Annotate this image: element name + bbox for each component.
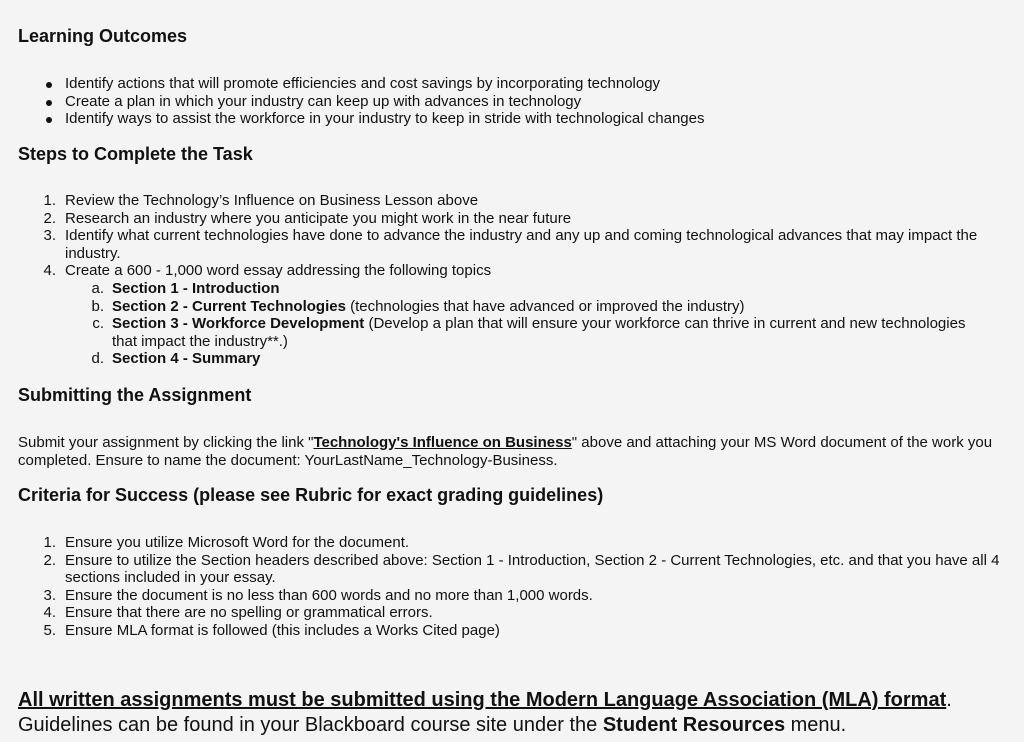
list-item-text: Create a plan in which your industry can keep up with advances in technology	[65, 92, 582, 110]
section-title: Section 4 - Summary	[112, 350, 261, 368]
criteria-heading: Criteria for Success (please see Rubric for exact grading guidelines)	[18, 485, 604, 505]
list-item-text: Create a 600 - 1,000 word essay addressing the following topics	[65, 262, 492, 280]
section-title: Section 1 - Introduction	[112, 279, 280, 297]
list-item	[0, 534, 1000, 552]
sub-list-item	[0, 298, 992, 316]
sub-list-item	[0, 280, 992, 298]
list-item	[0, 75, 1000, 93]
student-resources-label: Student Resources	[602, 714, 786, 736]
criteria-list	[0, 534, 1000, 640]
list-item	[0, 227, 1000, 262]
steps-list	[0, 192, 1000, 368]
text: . Guidelines can be found in your Blackboard course site under the	[18, 689, 952, 736]
list-item	[0, 552, 1000, 587]
list-marker: d.	[91, 350, 104, 368]
list-marker: 3.	[43, 227, 56, 245]
list-item	[0, 622, 1000, 640]
list-item-text: Identify actions that will promote efficiencies and cost savings by incorporating technology	[65, 75, 661, 92]
text: Submit your assignment by clicking the link "	[18, 434, 314, 451]
text: " above and attaching your MS Word document of the work you completed. Ensure to name the document: YourLastName_Technology-Business.	[18, 434, 993, 469]
sub-list-item	[0, 315, 992, 350]
list-item-text: Ensure you utilize Microsoft Word for the document.	[65, 534, 410, 551]
learning-outcomes-heading: Learning Outcomes	[18, 26, 188, 46]
assignment-link[interactable]: Technology's Influence on Business	[313, 434, 572, 451]
list-item	[0, 262, 1000, 280]
list-item-text: Identify what current technologies have done to advance the industry and any up and coming technological advances that may impact the industry.	[65, 227, 978, 262]
steps-heading: Steps to Complete the Task	[18, 144, 253, 164]
list-marker: 1.	[43, 192, 56, 209]
list-marker: 2.	[43, 551, 56, 569]
list-item-text: Ensure the document is no less than 600 words and no more than 1,000 words.	[65, 586, 593, 604]
list-marker: 4.	[43, 604, 56, 622]
list-marker: 3.	[43, 586, 56, 604]
list-item	[0, 587, 1000, 605]
list-item-text: Ensure MLA format is followed (this includes a Works Cited page)	[65, 621, 500, 639]
submitting-heading: Submitting the Assignment	[18, 385, 252, 405]
list-marker: a.	[91, 279, 104, 297]
list-marker: c.	[92, 315, 104, 333]
list-item-text: Ensure that there are no spelling or grammatical errors.	[65, 604, 433, 622]
bullet-icon	[46, 117, 52, 123]
section-title: Section 2 - Current Technologies	[112, 297, 346, 315]
mla-note	[18, 688, 1008, 738]
list-item-text: Review the Technology’s Influence on Business Lesson above	[65, 192, 479, 209]
list-item-text: Identify ways to assist the workforce in your industry to keep in stride with technological changes	[65, 110, 705, 128]
section-desc: (Develop a plan that will ensure your workforce can thrive in current and new technologies that impact the industry**.)	[112, 315, 966, 350]
list-marker: 1.	[43, 534, 56, 551]
list-item	[0, 93, 1000, 111]
bullet-icon	[46, 100, 52, 106]
list-marker: 5.	[43, 621, 56, 639]
list-item	[0, 110, 1000, 128]
list-marker: 4.	[43, 262, 56, 280]
text: menu.	[785, 714, 847, 736]
list-item-text: Research an industry where you anticipate you might work in the near future	[65, 209, 572, 227]
submitting-paragraph	[18, 434, 1008, 469]
list-marker: 2.	[43, 209, 56, 227]
section-desc: (technologies that have advanced or improved the industry)	[345, 297, 745, 315]
mla-requirement: All written assignments must be submitted using the Modern Language Association (MLA) format	[18, 689, 947, 711]
list-item	[0, 210, 1000, 228]
list-marker: b.	[91, 297, 104, 315]
list-item	[0, 192, 1000, 210]
sub-list-item	[0, 350, 992, 368]
learning-outcomes-list	[0, 75, 1000, 128]
section-title: Section 3 - Workforce Development	[112, 315, 365, 333]
list-item	[0, 604, 1000, 622]
bullet-icon	[46, 82, 52, 88]
list-item-text: Ensure to utilize the Section headers described above: Section 1 - Introduction, Section 2 - Current Technologies, etc. and that you have all 4 sections included in your essay.	[65, 551, 1000, 587]
